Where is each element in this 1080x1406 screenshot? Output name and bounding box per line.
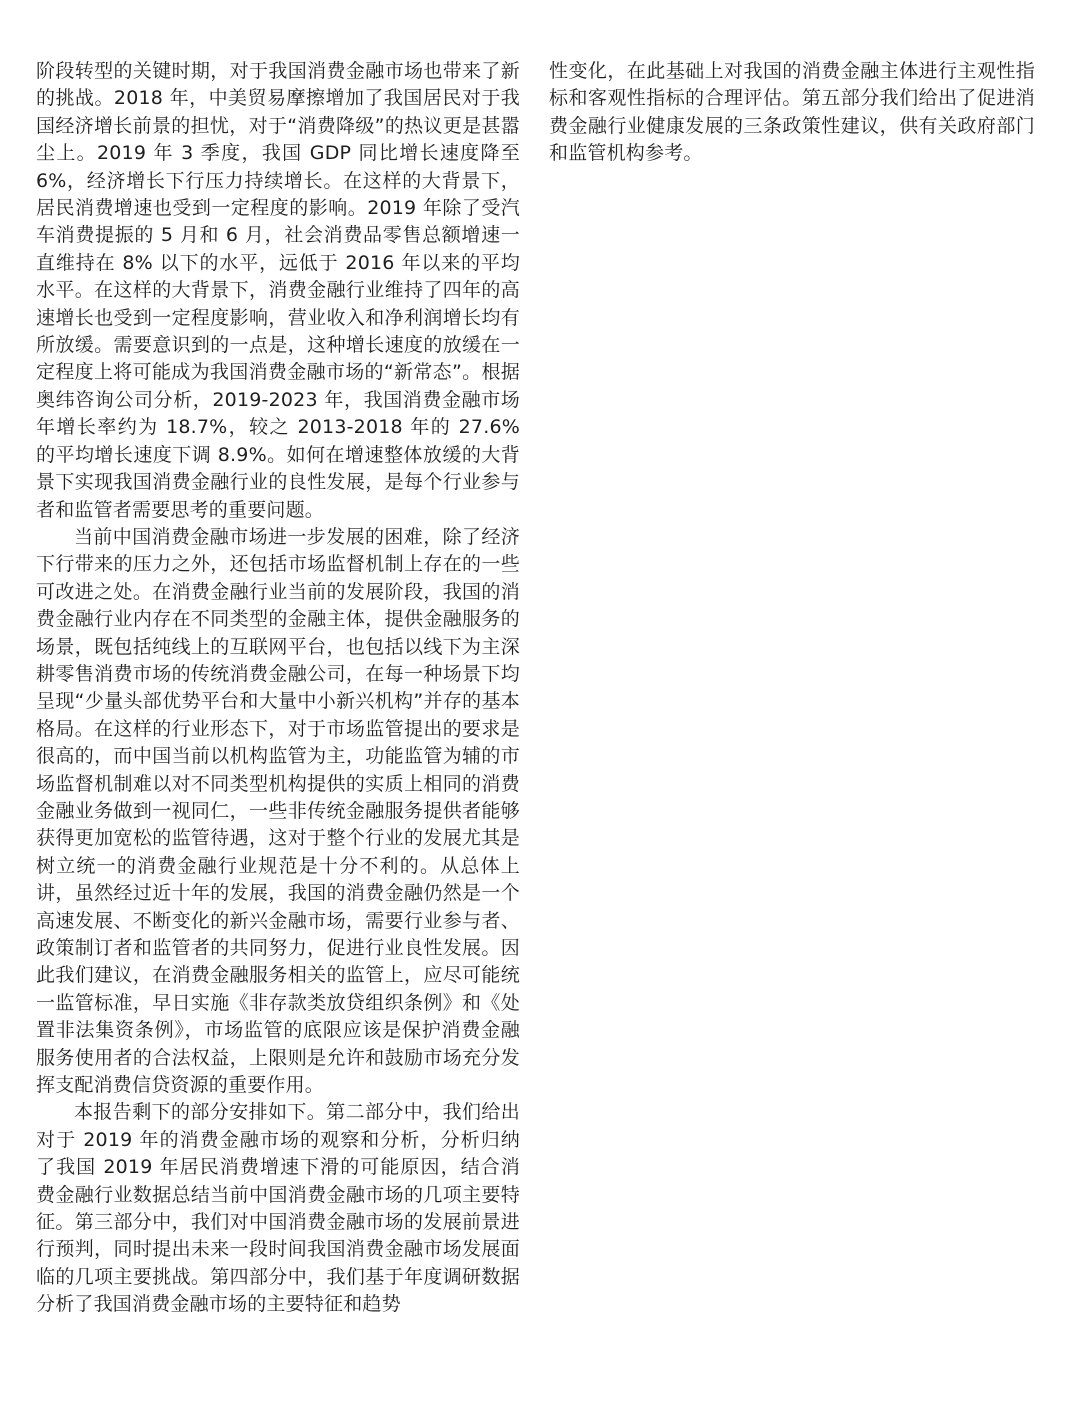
right-column <box>549 58 1035 168</box>
paragraph-report-structure-continued: 性变化，在此基础上对我国的消费金融主体进行主观性指标和客观性指标的合理评估。第五部分我们给出了促进消费金融行业健康发展的三条政策性建议，供有关政府部门和监管机构参考。 <box>549 60 1035 165</box>
paragraph-report-structure: 本报告剩下的部分安排如下。第二部分中，我们给出对于 2019 年的消费金融市场的观察和分析，分析归纳了我国 2019 年居民消费增速下滑的可能原因，结合消费金融行业数据总结当前中国消费金融市场的几项主要特征。第三部分中，我们对中国消费金融市场的发展前景进行预判，同时提出未来一段时间我国消费金融市场发展面临的几项主要挑战。第四部分中，我们基于年度调研数据分析了我国消费金融市场的主要特征和趋势 <box>36 1101 520 1316</box>
paragraph-market-regulation: 当前中国消费金融市场进一步发展的困难，除了经济下行带来的压力之外，还包括市场监督机制上存在的一些可改进之处。在消费金融行业当前的发展阶段，我国的消费金融行业内存在不同类型的金融主体，提供金融服务的场景，既包括纯线上的互联网平台，也包括以线下为主深耕零售消费市场的传统消费金融公司，在每一种场景下均呈现“少量头部优势平台和大量中小新兴机构”并存的基本格局。在这样的行业形态下，对于市场监管提出的要求是很高的，而中国当前以机构监管为主，功能监管为辅的市场监督机制难以对不同类型机构提供的实质上相同的消费金融业务做到一视同仁，一些非传统金融服务提供者能够获得更加宽松的监管待遇，这对于整个行业的发展尤其是树立统一的消费金融行业规范是十分不利的。从总体上讲，虽然经过近十年的发展，我国的消费金融仍然是一个高速发展、不断变化的新兴金融市场，需要行业参与者、政策制订者和监管者的共同努力，促进行业良性发展。因此我们建议，在消费金融服务相关的监管上，应尽可能统一监管标准，早日实施《非存款类放贷组织条例》和《处置非法集资条例》，市场监管的底限应该是保护消费金融服务使用者的合法权益，上限则是允许和鼓励市场充分发挥支配消费信贷资源的重要作用。 <box>36 525 520 1097</box>
paragraph-continued-market-challenges: 阶段转型的关键时期，对于我国消费金融市场也带来了新的挑战。2018 年，中美贸易摩擦增加了我国居民对于我国经济增长前景的担忧，对于“消费降级”的热议更是甚嚣尘上。2019 年 3 季度，我国 GDP 同比增长速度降至 6%，经济增长下行压力持续增长。在这样的大背景下，居民消费增速也受到一定程度的影响。2019 年除了受汽车消费提振的 5 月和 6 月，社会消费品零售总额增速一直维持在 8% 以下的水平，远低于 2016 年以来的平均水平。在这样的大背景下，消费金融行业维持了四年的高速增长也受到一定程度影响，营业收入和净利润增长均有所放缓。需要意识到的一点是，这种增长速度的放缓在一定程度上将可能成为我国消费金融市场的“新常态”。根据奥纬咨询公司分析，2019-2023 年，我国消费金融市场年增长率约为 18.7%，较之 2013-2018 年的 27.6% 的平均增长速度下调 8.9%。如何在增速整体放缓的大背景下实现我国消费金融行业的良性发展，是每个行业参与者和监管者需要思考的重要问题。 <box>36 60 520 521</box>
left-column <box>36 58 520 1319</box>
